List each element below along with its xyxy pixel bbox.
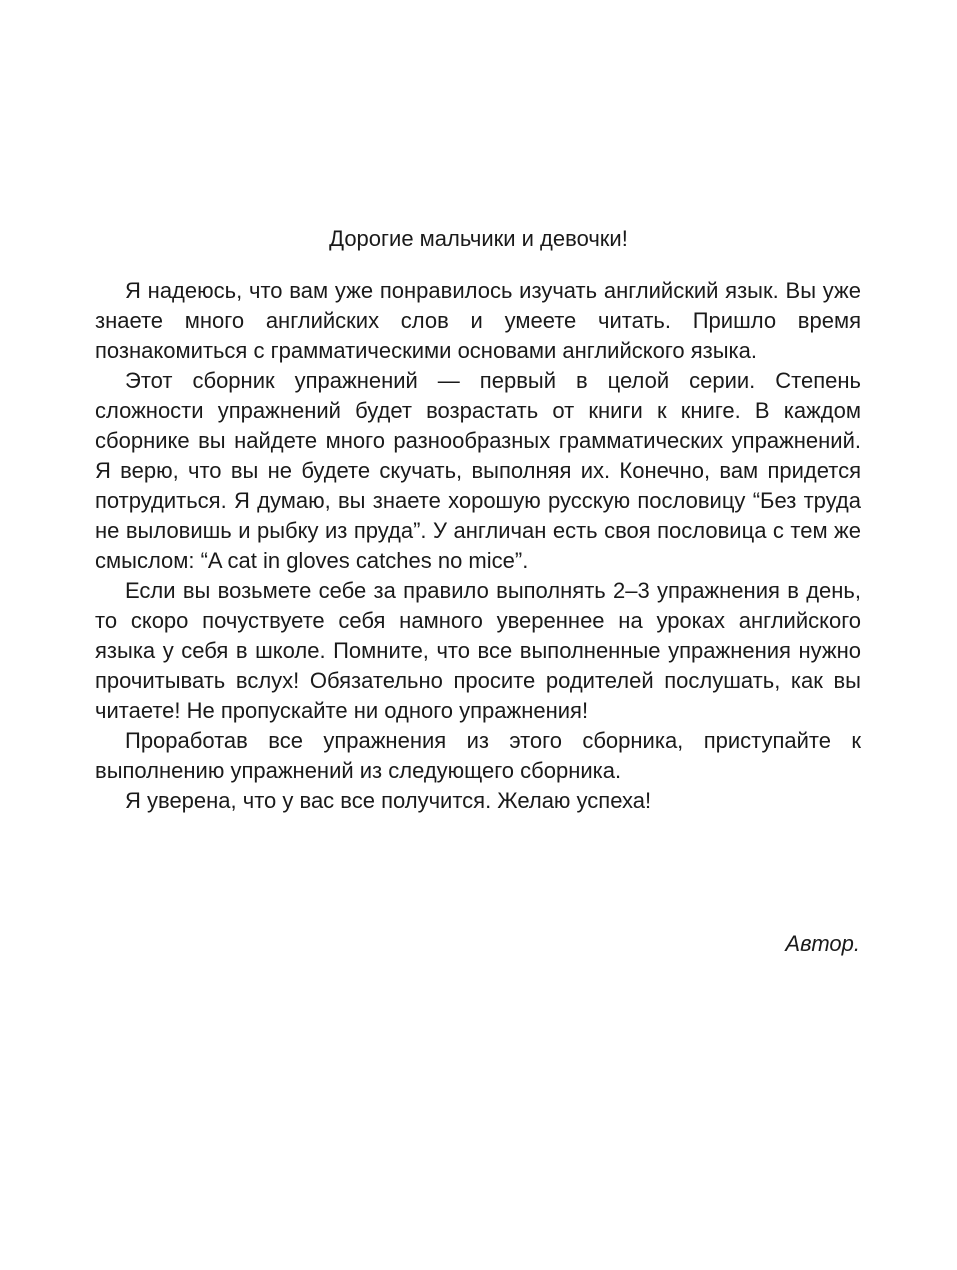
paragraph: Если вы возьмете себе за правило выполнять 2–3 упражнения в день, то скоро почуствуете себя намного увереннее на уроках английского языка у себя в школе. Помните, что все выполненные упражнения нужно прочитывать вслух! Обязательно просите родителей послушать, как вы читаете! Не пропускайте ни одного упражнения! [95, 578, 861, 723]
author-signature: Автор. [785, 931, 860, 956]
paragraph: Я уверена, что у вас все получится. Желаю успеха! [125, 788, 652, 813]
paragraph: Проработав все упражнения из этого сборника, приступайте к выполнению упражнений из следующего сборника. [95, 728, 861, 783]
body-text [95, 276, 861, 816]
page-heading: Дорогие мальчики и девочки! [329, 226, 628, 251]
paragraph: Я надеюсь, что вам уже понравилось изучать английский язык. Вы уже знаете много английских слов и умеете читать. Пришло время познакомиться с грамматическими основами английского языка. [95, 278, 861, 363]
paragraph: Этот сборник упражнений — первый в целой серии. Степень сложности упражнений будет возрастать от книги к книге. В каждом сборнике вы найдете много разнообразных грамматических упражнений. Я верю, что вы не будете скучать, выполняя их. Конечно, вам придется потрудиться. Я думаю, вы знаете хорошую русскую пословицу “Без труда не выловишь и рыбку из пруда”. У англичан есть своя пословица с тем же смыслом: “A cat in gloves catches no mice”. [95, 368, 861, 573]
